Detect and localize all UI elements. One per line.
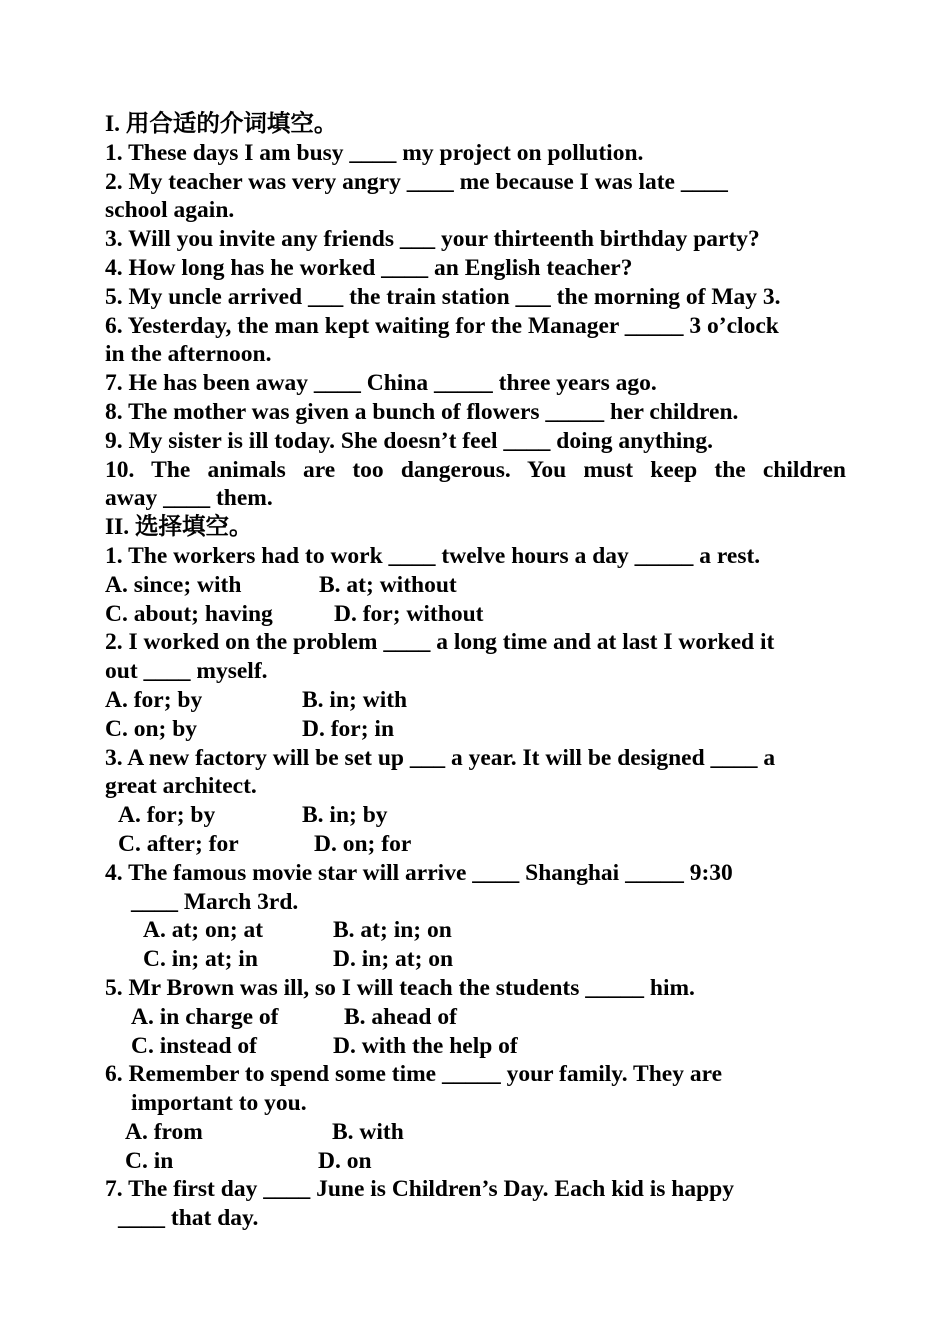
question bbox=[105, 974, 846, 1060]
section-1-item bbox=[105, 283, 846, 312]
option-c: C. on; by bbox=[105, 715, 198, 742]
item-text: 8. The mother was given a bunch of flowers _____ her children. bbox=[105, 398, 739, 425]
option-d: D. on bbox=[318, 1147, 372, 1174]
option-a: A. from bbox=[125, 1118, 203, 1145]
item-text-continuation: in the afternoon. bbox=[105, 341, 272, 368]
option-row bbox=[105, 571, 846, 600]
option-c: C. in bbox=[125, 1147, 174, 1174]
item-text: 9. My sister is ill today. She doesn’t feel ____ doing anything. bbox=[105, 427, 714, 454]
item-text: 2. My teacher was very angry ____ me because I was late ____ bbox=[105, 168, 728, 195]
option-row bbox=[105, 1147, 846, 1176]
option-c: C. after; for bbox=[118, 830, 239, 857]
question bbox=[105, 1060, 846, 1175]
option-a: A. for; by bbox=[105, 686, 203, 713]
option-row bbox=[105, 600, 846, 629]
option-a: A. since; with bbox=[105, 571, 242, 598]
item-text: 5. My uncle arrived ___ the train station ___ the morning of May 3. bbox=[105, 283, 781, 310]
option-c: C. in; at; in bbox=[143, 946, 258, 973]
option-b: B. with bbox=[332, 1118, 404, 1145]
option-c: C. about; having bbox=[105, 600, 273, 627]
option-row bbox=[105, 1118, 846, 1147]
option-row bbox=[105, 1032, 846, 1061]
question bbox=[105, 744, 846, 859]
option-b: B. at; in; on bbox=[333, 917, 452, 944]
item-text-continuation: away ____ them. bbox=[105, 485, 273, 512]
option-row bbox=[105, 686, 846, 715]
option-b: B. in; by bbox=[302, 802, 388, 829]
option-a: A. in charge of bbox=[131, 1003, 279, 1030]
question-text: 6. Remember to spend some time _____ your family. They are bbox=[105, 1061, 723, 1088]
section-1-item bbox=[105, 225, 846, 254]
section-1-heading: I. 用合适的介词填空。 bbox=[105, 111, 338, 137]
section-1-item bbox=[105, 254, 846, 283]
question-text-continuation: out ____ myself. bbox=[105, 658, 268, 685]
question-text: 3. A new factory will be set up ___ a year. It will be designed ____ a bbox=[105, 744, 776, 771]
section-1-item bbox=[105, 312, 846, 370]
section-1-item bbox=[105, 427, 846, 456]
option-a: A. for; by bbox=[118, 802, 216, 829]
option-row bbox=[105, 1003, 846, 1032]
option-b: B. at; without bbox=[319, 571, 457, 598]
question-text-continuation: ____ that day. bbox=[118, 1205, 259, 1232]
item-text: 4. How long has he worked ____ an English teacher? bbox=[105, 254, 633, 281]
section-2-heading: II. 选择填空。 bbox=[105, 514, 253, 541]
option-a: A. at; on; at bbox=[143, 917, 264, 944]
option-row bbox=[105, 916, 846, 945]
option-d: D. for; in bbox=[302, 715, 395, 742]
item-text: 10. The animals are too dangerous. You must keep the children bbox=[105, 456, 846, 483]
question bbox=[105, 542, 846, 628]
option-row bbox=[105, 945, 846, 974]
section-1-item bbox=[105, 139, 846, 168]
question-text: 1. The workers had to work ____ twelve hours a day _____ a rest. bbox=[105, 542, 761, 569]
option-row bbox=[105, 801, 846, 830]
question bbox=[105, 628, 846, 743]
question bbox=[105, 1175, 846, 1233]
option-row bbox=[105, 830, 846, 859]
section-1-item bbox=[105, 398, 846, 427]
option-d: D. on; for bbox=[314, 830, 412, 857]
question-text-continuation: important to you. bbox=[131, 1090, 307, 1117]
question-text-continuation: great architect. bbox=[105, 773, 257, 800]
option-d: D. with the help of bbox=[333, 1032, 518, 1059]
item-text: 6. Yesterday, the man kept waiting for the Manager _____ 3 o’clock bbox=[105, 312, 779, 339]
question-text: 4. The famous movie star will arrive ____ Shanghai _____ 9:30 bbox=[105, 859, 733, 886]
item-text-continuation: school again. bbox=[105, 197, 235, 224]
question bbox=[105, 859, 846, 974]
question-text: 7. The first day ____ June is Children’s Day. Each kid is happy bbox=[105, 1176, 734, 1203]
section-1-item bbox=[105, 369, 846, 398]
question-text: 2. I worked on the problem ____ a long time and at last I worked it bbox=[105, 629, 775, 656]
option-c: C. instead of bbox=[131, 1032, 257, 1059]
item-text: 1. These days I am busy ____ my project on pollution. bbox=[105, 139, 644, 166]
option-b: B. in; with bbox=[302, 686, 408, 713]
question-text: 5. Mr Brown was ill, so I will teach the students _____ him. bbox=[105, 974, 695, 1001]
document-page bbox=[105, 110, 846, 1233]
question-text-continuation: ____ March 3rd. bbox=[131, 888, 299, 915]
option-b: B. ahead of bbox=[344, 1003, 457, 1030]
option-d: D. for; without bbox=[334, 600, 484, 627]
option-row bbox=[105, 715, 846, 744]
item-text: 7. He has been away ____ China _____ three years ago. bbox=[105, 370, 657, 397]
section-1-item bbox=[105, 168, 846, 226]
section-1-item bbox=[105, 456, 846, 514]
item-text: 3. Will you invite any friends ___ your thirteenth birthday party? bbox=[105, 226, 760, 253]
option-d: D. in; at; on bbox=[333, 946, 454, 973]
